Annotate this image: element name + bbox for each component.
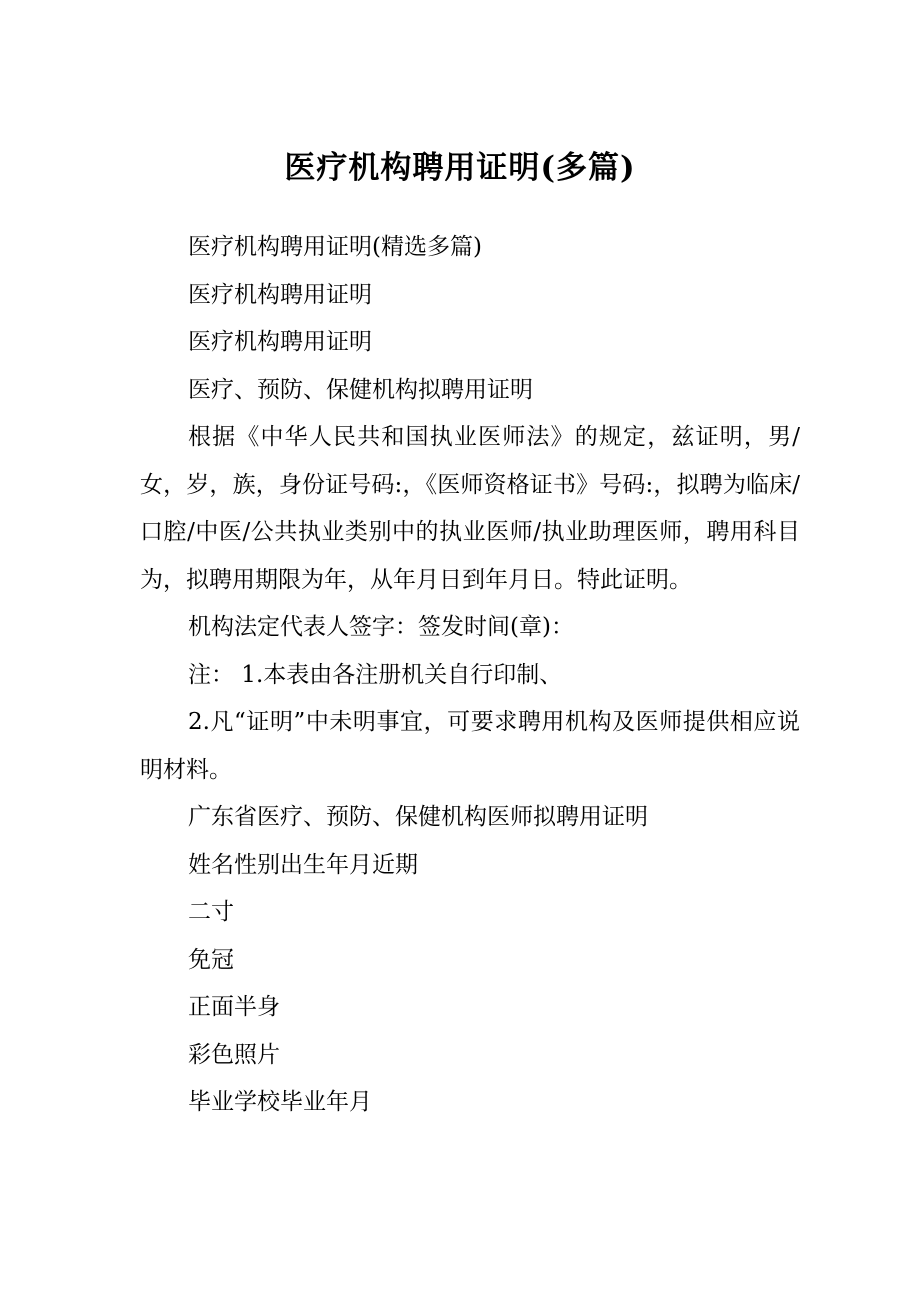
paragraph: 医疗、预防、保健机构拟聘用证明 <box>188 376 533 403</box>
paragraph: 广东省医疗、预防、保健机构医师拟聘用证明 <box>188 804 648 830</box>
paragraph: 医疗机构聘用证明 <box>188 281 372 308</box>
document-body <box>140 224 800 1127</box>
paragraph: 姓名性别出生年月近期 <box>188 851 418 878</box>
paragraph: 彩色照片 <box>188 1041 280 1068</box>
paragraph: 医疗机构聘用证明 <box>188 329 372 355</box>
paragraph: 医疗机构聘用证明(精选多篇) <box>188 234 482 260</box>
paragraph: 毕业学校毕业年月 <box>188 1089 372 1115</box>
paragraph: 机构法定代表人签字：签发时间(章)： <box>188 614 574 640</box>
paragraph: 注： 1.本表由各注册机关自行印制、 <box>188 661 563 688</box>
document-title: 医疗机构聘用证明(多篇) <box>284 150 636 186</box>
paragraph: 根据《中华人民共和国执业医师法》的规定，兹证明，男/女，岁，族，身份证号码:，《医师资格证书》号码:，拟聘为临床/口腔/中医/公共执业类别中的执业医师/执业助理医师，聘用科目为，拟聘用期限为年，从年月日到年月日。特此证明。 <box>140 424 800 593</box>
paragraph: 正面半身 <box>188 994 280 1020</box>
paragraph: 二寸 <box>188 899 234 925</box>
paragraph: 免冠 <box>188 946 234 973</box>
paragraph: 2.凡“证明”中未明事宜，可要求聘用机构及医师提供相应说明材料。 <box>140 709 800 783</box>
